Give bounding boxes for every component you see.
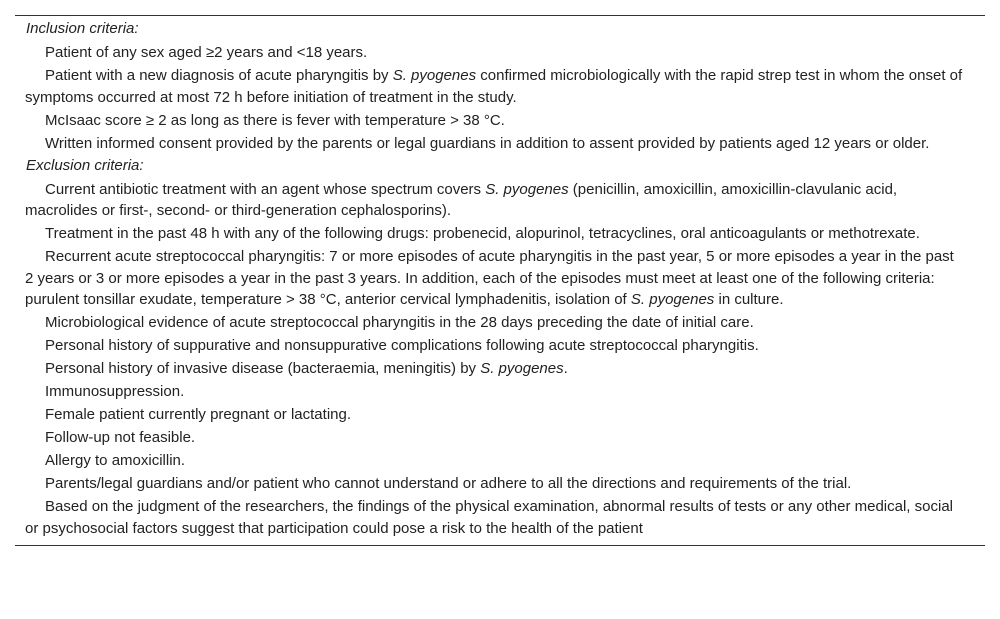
criteria-text: Parents/legal guardians and/or patient who cannot understand or adhere to all the directions and requirements of the trial.	[45, 475, 852, 492]
inclusion-list	[15, 42, 985, 154]
criteria-text: .	[563, 360, 568, 377]
criteria-text: Allergy to amoxicillin.	[45, 452, 186, 469]
criteria-text: confirmed microbiologically with the rapid strep test in whom the onset of symptoms occurred at most 72 h before initiation of treatment in the study.	[25, 67, 963, 106]
criteria-text: Patient with a new diagnosis of acute pharyngitis by	[45, 67, 393, 84]
inclusion-heading: Inclusion criteria:	[26, 20, 139, 37]
criteria-text: Recurrent acute streptococcal pharyngitis: 7 or more episodes of acute pharyngitis in the past year, 5 or more episodes a year in the past 2 years or 3 or more episodes a year in the past 3 years. In addition, each of the episodes must meet at least one of the following criteria: purulent tonsillar exudate, temperature > 38 °C, anterior cervical lymphadenitis, isolation of	[25, 248, 954, 308]
species-name: S. pyogenes	[485, 180, 569, 198]
criteria-text: Personal history of invasive disease (bacteraemia, meningitis) by	[45, 360, 481, 377]
criteria-text: Based on the judgment of the researchers, the findings of the physical examination, abnormal results of tests or any other medical, social or psychosocial factors suggest that participation could pose a risk to the health of the patient	[25, 498, 953, 537]
criteria-text: Treatment in the past 48 h with any of the following drugs: probenecid, alopurinol, tetracyclines, oral anticoagulants or methotrexate.	[45, 225, 920, 242]
criteria-item	[25, 358, 963, 380]
criteria-text: Microbiological evidence of acute streptococcal pharyngitis in the 28 days preceding the date of initial care.	[45, 314, 754, 331]
criteria-item	[25, 381, 963, 403]
species-name: S. pyogenes	[480, 360, 564, 377]
criteria-item	[25, 473, 963, 495]
criteria-item	[25, 110, 963, 132]
criteria-item	[25, 223, 963, 245]
criteria-item	[25, 65, 963, 108]
criteria-item	[25, 335, 963, 357]
criteria-item	[25, 450, 963, 472]
criteria-text: (penicillin, amoxicillin, amoxicillin-clavulanic acid, macrolides or first-, second- or third-generation cephalosporins).	[25, 180, 898, 219]
criteria-item	[25, 179, 963, 222]
species-name: S. pyogenes	[392, 67, 477, 84]
criteria-item	[25, 246, 963, 311]
criteria-text: Personal history of suppurative and nonsuppurative complications following acute streptococcal pharyngitis.	[45, 337, 759, 354]
criteria-text: Immunosuppression.	[45, 383, 185, 400]
criteria-table	[15, 15, 985, 546]
criteria-text: Female patient currently pregnant or lactating.	[45, 406, 351, 423]
criteria-item	[25, 312, 963, 334]
criteria-item	[25, 404, 963, 426]
criteria-text: Current antibiotic treatment with an agent whose spectrum covers	[45, 180, 486, 198]
criteria-item	[25, 133, 963, 155]
exclusion-list	[15, 179, 985, 540]
criteria-text: Written informed consent provided by the parents or legal guardians in addition to assent provided by patients aged 12 years or older.	[45, 134, 930, 152]
criteria-text: McIsaac score ≥ 2 as long as there is fever with temperature > 38 °C.	[45, 111, 505, 129]
criteria-text: Follow-up not feasible.	[45, 429, 196, 446]
species-name: S. pyogenes	[630, 291, 715, 308]
criteria-text: in culture.	[714, 291, 784, 308]
criteria-item	[25, 42, 963, 64]
criteria-item	[25, 496, 963, 539]
criteria-text: Patient of any sex aged ≥2 years and <18 years.	[45, 44, 368, 61]
exclusion-heading: Exclusion criteria:	[26, 156, 144, 174]
criteria-item	[25, 427, 963, 449]
